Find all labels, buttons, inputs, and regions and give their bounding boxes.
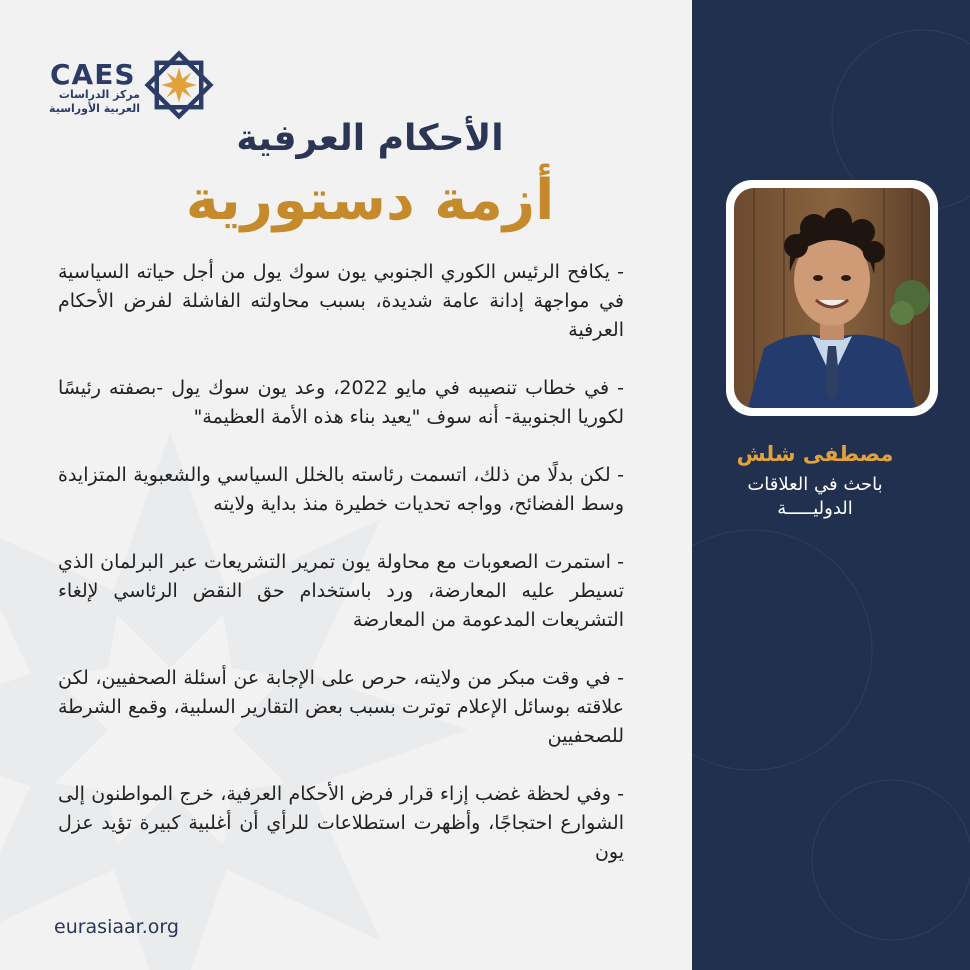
page-highlight-title: أزمة دستورية xyxy=(185,168,555,233)
paragraph: - لكن بدلًا من ذلك، اتسمت رئاسته بالخلل السياسي والشعبوية المتزايدة وسط الفضائح، وواجه تحديات خطيرة منذ بداية ولايته xyxy=(58,464,624,515)
logo-abbreviation: CAES xyxy=(50,58,136,91)
author-name: مصطفى شلش xyxy=(736,442,894,466)
eight-point-star-icon xyxy=(142,48,216,122)
author-portrait xyxy=(734,188,930,408)
paragraph: - يكافح الرئيس الكوري الجنوبي يون سوك يول من أجل حياته السياسية في مواجهة إدانة عامة شديدة، بسبب محاولته الفاشلة لفرض الأحكام العرفية xyxy=(58,261,624,341)
paragraph: - في خطاب تنصيبه في مايو 2022، وعد يون سوك يول -بصفته رئيسًا لكوريا الجنوبية- أنه سوف "يعيد بناء هذه الأمة العظيمة" xyxy=(58,377,624,428)
article-body xyxy=(58,258,624,896)
logo-name-line1: مركز الدراسات xyxy=(58,88,140,101)
page-title: الأحكام العرفية xyxy=(236,118,504,159)
paragraph: - وفي لحظة غضب إزاء قرار فرض الأحكام العرفية، خرج المواطنون إلى الشوارع احتجاجًا، وأظهرت استطلاعات للرأي أن أغلبية كبيرة تؤيد عزل يون xyxy=(58,783,624,863)
caes-logo xyxy=(50,48,230,126)
paragraph: - في وقت مبكر من ولايته، حرص على الإجابة عن أسئلة الصحفيين، لكن علاقته بوسائل الإعلام توترت بسبب بعض التقارير السلبية، وقمع الشرطة للصحفيين xyxy=(58,667,624,747)
logo-name-line2: العربية الأوراسية xyxy=(49,102,140,115)
paragraph: - استمرت الصعوبات مع محاولة يون تمرير التشريعات عبر البرلمان الذي تسيطر عليه المعارضة، ورد باستخدام حق النقض الرئاسي لإلغاء التشريعات المدعومة من المعارضة xyxy=(58,551,624,631)
author-photo-frame xyxy=(726,180,938,416)
website-link[interactable]: eurasiaar.org xyxy=(54,916,179,938)
author-role-line1: باحث في العلاقات xyxy=(747,474,883,495)
author-role-line2: الدوليـــــة xyxy=(777,498,853,519)
